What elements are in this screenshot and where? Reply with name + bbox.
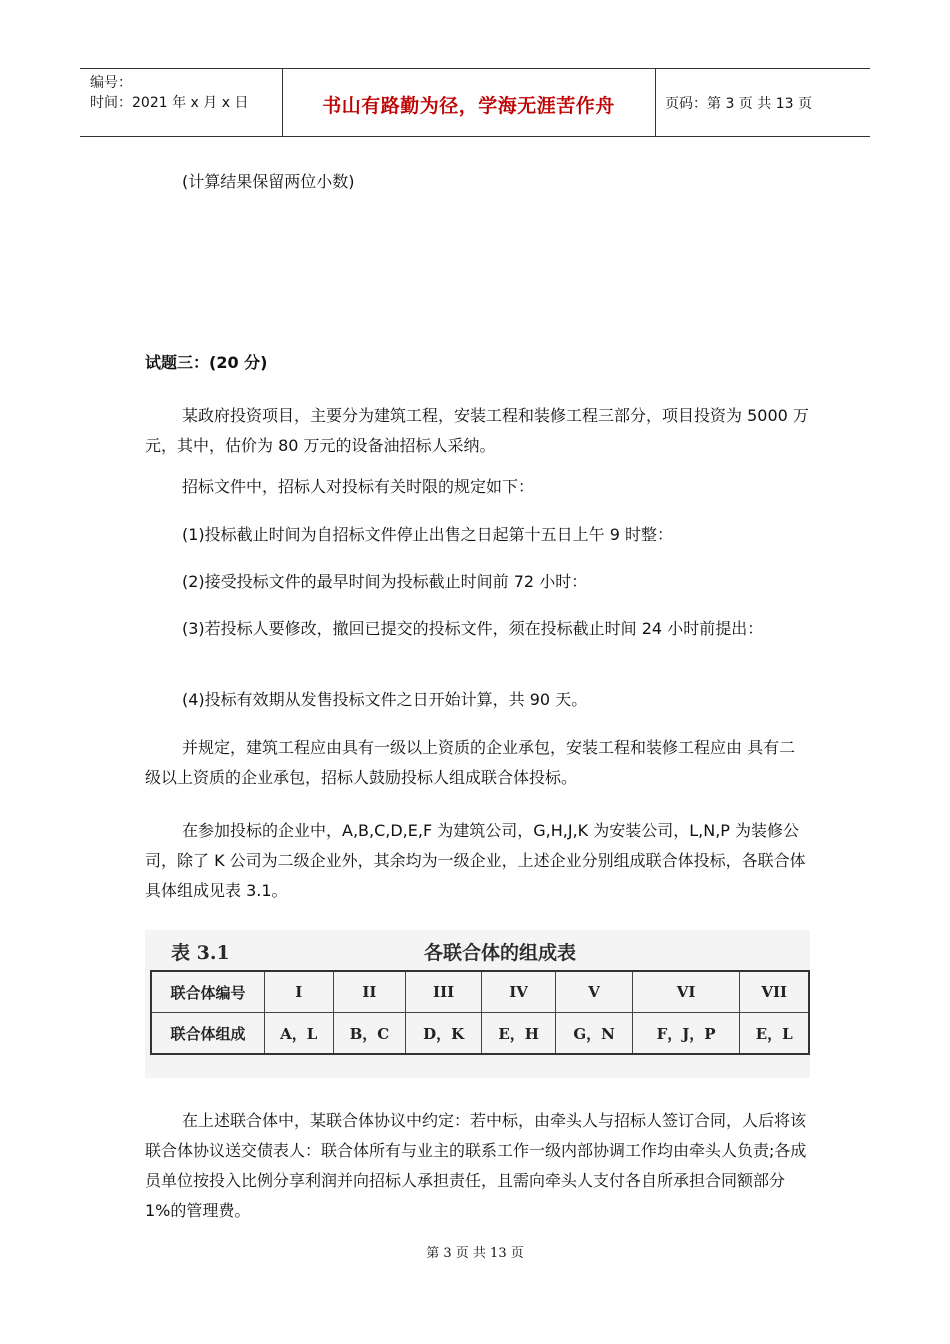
document-date: 时间：2021 年 x 月 x 日 xyxy=(90,95,249,111)
table-cell: VI xyxy=(632,971,740,1013)
page-footer: 第 3 页 共 13 页 xyxy=(426,1246,524,1261)
table-cell: VII xyxy=(740,971,809,1013)
table-caption-number: 表 3.1 xyxy=(171,942,230,964)
paragraph: 在上述联合体中，某联合体协议中约定：若中标，由牵头人与招标人签订合同，人后将该联合体协议送交债表人：联合体所有与业主的联系工作一级内部协调工作均由牵头人负责;各成员单位按投入比例分享利润并向招标人承担责任，且需向牵头人支付各自所承担合同额部分 1%的管理费。 xyxy=(145,1111,807,1220)
paragraph: 某政府投资项目，主要分为建筑工程，安装工程和装修工程三部分，项目投资为 5000 万元，其中，估价为 80 万元的设备油招标人采纳。 xyxy=(145,406,809,455)
paragraph: 在参加投标的企业中，A,B,C,D,E,F 为建筑公司，G,H,J,K 为安装公司，L,N,P 为装修公司，除了 K 公司为二级企业外，其余均为一级企业，上述企业分别组成联合体投标，各联合体具体组成见表 3.1。 xyxy=(145,821,806,900)
table-cell: IV xyxy=(481,971,556,1013)
page-header xyxy=(80,68,870,137)
table-header-cell: 联合体编号 xyxy=(151,971,265,1013)
table-cell: I xyxy=(265,971,334,1013)
table-cell: V xyxy=(556,971,632,1013)
paragraph: (3)若投标人要修改，撤回已提交的投标文件，须在投标截止时间 24 小时前提出： xyxy=(182,619,764,638)
paragraph: (1)投标截止时间为自招标文件停止出售之日起第十五日上午 9 时整： xyxy=(182,525,674,544)
paragraph: (2)接受投标文件的最早时间为投标截止时间前 72 小时： xyxy=(182,572,588,591)
question-title: 试题三：(20 分) xyxy=(145,353,268,372)
calculation-note: (计算结果保留两位小数) xyxy=(182,172,355,191)
header-motto: 书山有路勤为径，学海无涯苦作舟 xyxy=(322,95,615,117)
table-row xyxy=(151,971,809,1013)
table-cell: II xyxy=(333,971,406,1013)
table-cell: A，L xyxy=(265,1013,334,1055)
header-divider xyxy=(655,69,656,136)
paragraph: (4)投标有效期从发售投标文件之日开始计算，共 90 天。 xyxy=(182,690,588,709)
consortium-table xyxy=(150,970,810,1055)
paragraph: 招标文件中，招标人对投标有关时限的规定如下： xyxy=(182,477,535,496)
table-header-cell: 联合体组成 xyxy=(151,1013,265,1055)
table-cell: E，H xyxy=(481,1013,556,1055)
table-row xyxy=(151,1013,809,1055)
table-cell: E，L xyxy=(740,1013,809,1055)
table-cell: D，K xyxy=(406,1013,481,1055)
table-cell: G，N xyxy=(556,1013,632,1055)
paragraph: 并规定，建筑工程应由具有一级以上资质的企业承包，安装工程和装修工程应由 具有二级以上资质的企业承包，招标人鼓励投标人组成联合体投标。 xyxy=(145,738,796,787)
document-number-label: 编号： xyxy=(90,75,132,91)
table-caption-title: 各联合体的组成表 xyxy=(423,942,576,964)
table-cell: B，C xyxy=(333,1013,406,1055)
table-cell: III xyxy=(406,971,481,1013)
consortium-table-figure xyxy=(145,930,810,1078)
header-meta xyxy=(90,73,248,113)
table-cell: F，J，P xyxy=(632,1013,740,1055)
header-page-info: 页码：第 3 页 共 13 页 xyxy=(665,96,812,112)
